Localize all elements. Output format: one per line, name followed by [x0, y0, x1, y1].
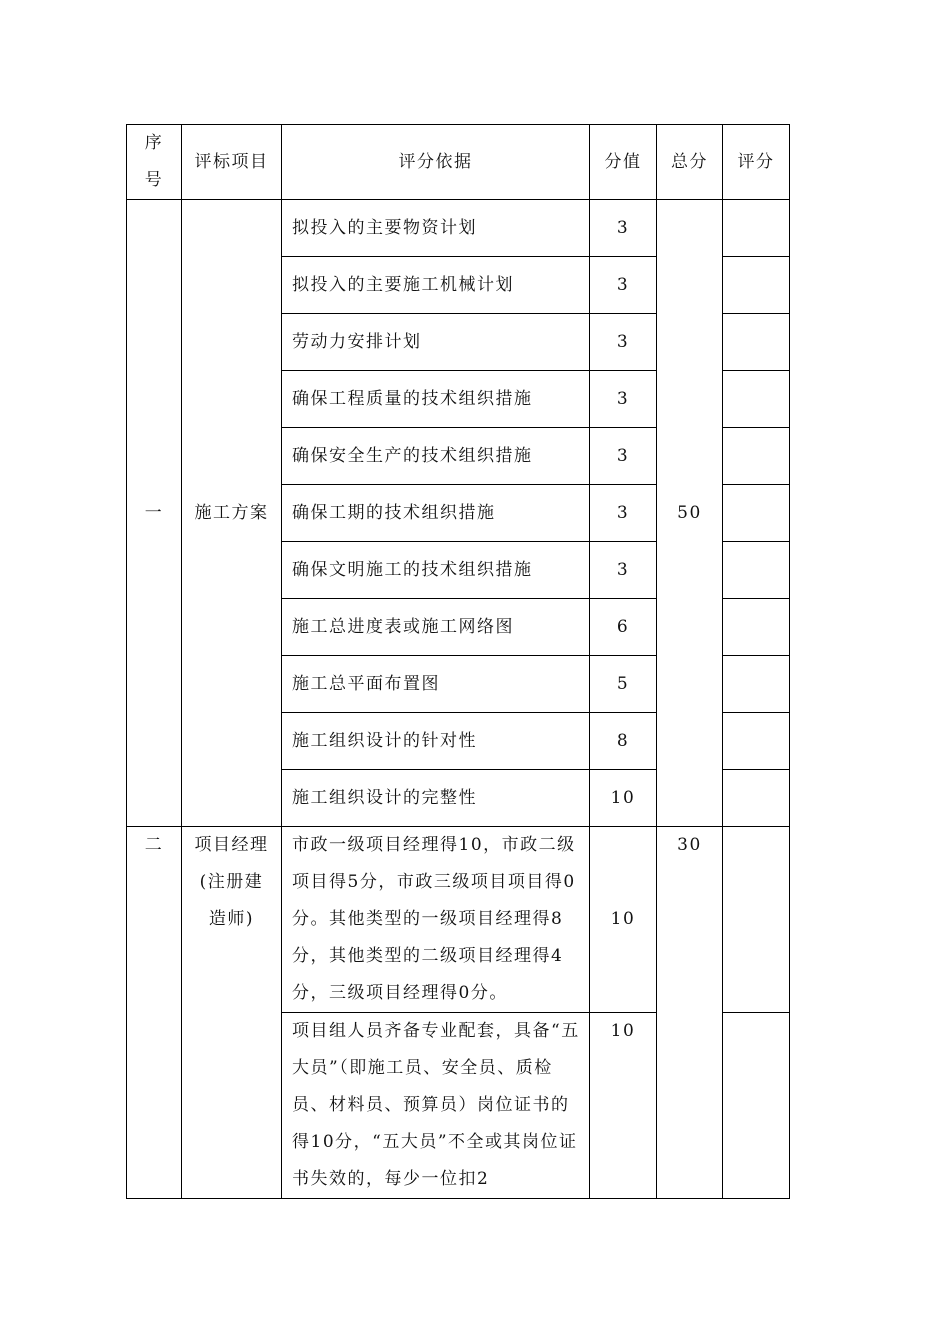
- score-input-cell[interactable]: [723, 656, 790, 713]
- section2-item-line1: 项目经理: [194, 835, 269, 855]
- points-cell: 3: [590, 371, 657, 428]
- score-input-cell[interactable]: [723, 713, 790, 770]
- header-points: 分值: [590, 125, 657, 200]
- header-item: 评标项目: [182, 125, 282, 200]
- header-basis: 评分依据: [282, 125, 590, 200]
- basis-cell: 确保工期的技术组织措施: [282, 485, 590, 542]
- section1-item: 施工方案: [182, 200, 282, 827]
- score-input-cell[interactable]: [723, 371, 790, 428]
- score-input-cell[interactable]: [723, 542, 790, 599]
- points-cell: 3: [590, 485, 657, 542]
- points-cell: 6: [590, 599, 657, 656]
- basis-cell: 确保文明施工的技术组织措施: [282, 542, 590, 599]
- score-input-cell[interactable]: [723, 599, 790, 656]
- points-cell: 3: [590, 314, 657, 371]
- section2-item-line2: (注册建: [199, 872, 264, 892]
- table-row: [127, 200, 790, 257]
- header-row: [127, 125, 790, 200]
- points-cell: 10: [590, 770, 657, 827]
- score-input-cell[interactable]: [723, 770, 790, 827]
- section2-item: [182, 827, 282, 1199]
- score-input-cell[interactable]: [723, 428, 790, 485]
- score-input-cell[interactable]: [723, 314, 790, 371]
- points-cell: 3: [590, 428, 657, 485]
- section2-item-line3: 造师): [208, 909, 255, 929]
- basis-cell: 施工组织设计的针对性: [282, 713, 590, 770]
- header-total: 总分: [657, 125, 723, 200]
- basis-cell: 拟投入的主要施工机械计划: [282, 257, 590, 314]
- points-cell: 10: [590, 1013, 657, 1199]
- score-input-cell[interactable]: [723, 485, 790, 542]
- score-input-cell[interactable]: [723, 1013, 790, 1199]
- basis-cell: 市政一级项目经理得10，市政二级项目得5分，市政三级项目项目得0分。其他类型的一级项目经理得8分，其他类型的二级项目经理得4分，三级项目经理得0分。: [282, 827, 590, 1013]
- score-input-cell[interactable]: [723, 257, 790, 314]
- section1-seq: 一: [127, 200, 182, 827]
- basis-cell: 确保工程质量的技术组织措施: [282, 371, 590, 428]
- scoring-table: [126, 124, 790, 1199]
- score-input-cell[interactable]: [723, 827, 790, 1013]
- points-cell: 5: [590, 656, 657, 713]
- basis-cell: 施工组织设计的完整性: [282, 770, 590, 827]
- points-cell: 8: [590, 713, 657, 770]
- basis-cell: 拟投入的主要物资计划: [282, 200, 590, 257]
- score-input-cell[interactable]: [723, 200, 790, 257]
- basis-cell: 劳动力安排计划: [282, 314, 590, 371]
- table-row: [127, 827, 790, 1013]
- points-cell: 3: [590, 200, 657, 257]
- section2-seq: 二: [127, 827, 182, 1199]
- points-cell: 3: [590, 257, 657, 314]
- header-seq: 序号: [127, 125, 182, 200]
- section1-total: 50: [657, 200, 723, 827]
- points-cell: 10: [590, 827, 657, 1013]
- header-score: 评分: [723, 125, 790, 200]
- basis-cell: 施工总进度表或施工网络图: [282, 599, 590, 656]
- basis-cell: 项目组人员齐备专业配套，具备“五大员”（即施工员、安全员、质检员、材料员、预算员）岗位证书的得10分，“五大员”不全或其岗位证书失效的，每少一位扣2: [282, 1013, 590, 1199]
- basis-cell: 施工总平面布置图: [282, 656, 590, 713]
- points-cell: 3: [590, 542, 657, 599]
- section2-total: 30: [657, 827, 723, 1199]
- basis-cell: 确保安全生产的技术组织措施: [282, 428, 590, 485]
